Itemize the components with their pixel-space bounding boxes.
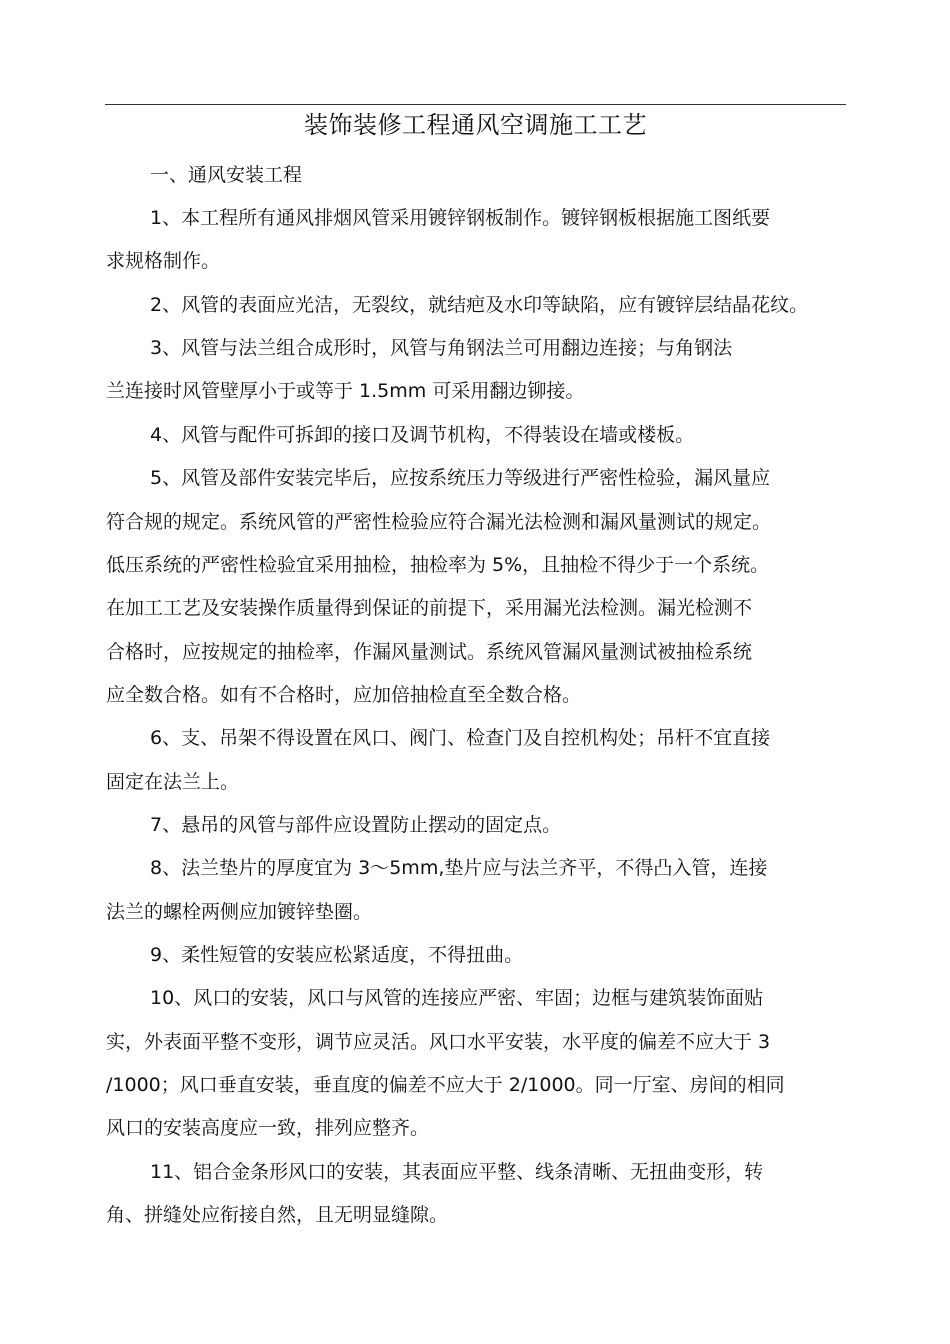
paragraph-line: 风口的安装高度应一致，排列应整齐。 <box>106 1117 430 1139</box>
paragraph-line: 5、风管及部件安装完毕后，应按系统压力等级进行严密性检验，漏风量应 <box>150 467 771 489</box>
paragraph-line: 在加工工艺及安装操作质量得到保证的前提下，采用漏光法检测。漏光检测不 <box>106 597 753 619</box>
paragraph-line: 8、法兰垫片的厚度宜为 3～5mm,垫片应与法兰齐平，不得凸入管，连接 <box>150 857 768 879</box>
paragraph-line: 合格时，应按规定的抽检率，作漏风量测试。系统风管漏风量测试被抽检系统 <box>106 641 753 663</box>
paragraph-line: 应全数合格。如有不合格时，应加倍抽检直至全数合格。 <box>106 684 582 706</box>
section-heading: 一、通风安装工程 <box>150 164 303 186</box>
paragraph-line: 固定在法兰上。 <box>106 771 240 793</box>
header-rule <box>105 104 846 105</box>
paragraph-line: 兰连接时风管壁厚小于或等于 1.5mm 可采用翻边铆接。 <box>106 380 585 402</box>
paragraph-line: 11、铝合金条形风口的安装，其表面应平整、线条清晰、无扭曲变形，转 <box>150 1161 764 1183</box>
paragraph-line: 角、拼缝处应衔接自然，且无明显缝隙。 <box>106 1204 449 1226</box>
paragraph-line: 法兰的螺栓两侧应加镀锌垫圈。 <box>106 901 373 923</box>
paragraph-line: 6、支、吊架不得设置在风口、阀门、检查门及自控机构处；吊杆不宜直接 <box>150 727 771 749</box>
paragraph-line: 2、风管的表面应光洁，无裂纹，就结疤及水印等缺陷，应有镀锌层结晶花纹。 <box>150 294 809 316</box>
paragraph-line: 低压系统的严密性检验宜采用抽检，抽检率为 5%，且抽检不得少于一个系统。 <box>106 554 770 576</box>
paragraph-line: /1000；风口垂直安装，垂直度的偏差不应大于 2/1000。同一厅室、房间的相同 <box>106 1074 785 1096</box>
paragraph-line: 4、风管与配件可拆卸的接口及调节机构，不得装设在墙或楼板。 <box>150 424 695 446</box>
paragraph-line: 1、本工程所有通风排烟风管采用镀锌钢板制作。镀锌钢板根据施工图纸要 <box>150 207 771 229</box>
paragraph-line: 10、风口的安装，风口与风管的连接应严密、牢固；边框与建筑装饰面贴 <box>150 987 764 1009</box>
paragraph-line: 7、悬吊的风管与部件应设置防止摆动的固定点。 <box>150 814 562 836</box>
paragraph-line: 9、柔性短管的安装应松紧适度，不得扭曲。 <box>150 944 524 966</box>
paragraph-line: 3、风管与法兰组合成形时，风管与角钢法兰可用翻边连接；与角钢法 <box>150 337 733 359</box>
paragraph-line: 求规格制作。 <box>106 250 221 272</box>
document-title: 装饰装修工程通风空调施工工艺 <box>304 111 647 139</box>
paragraph-line: 实，外表面平整不变形，调节应灵活。风口水平安装，水平度的偏差不应大于 3 <box>106 1031 771 1053</box>
paragraph-line: 符合规的规定。系统风管的严密性检验应符合漏光法检测和漏风量测试的规定。 <box>106 511 772 533</box>
